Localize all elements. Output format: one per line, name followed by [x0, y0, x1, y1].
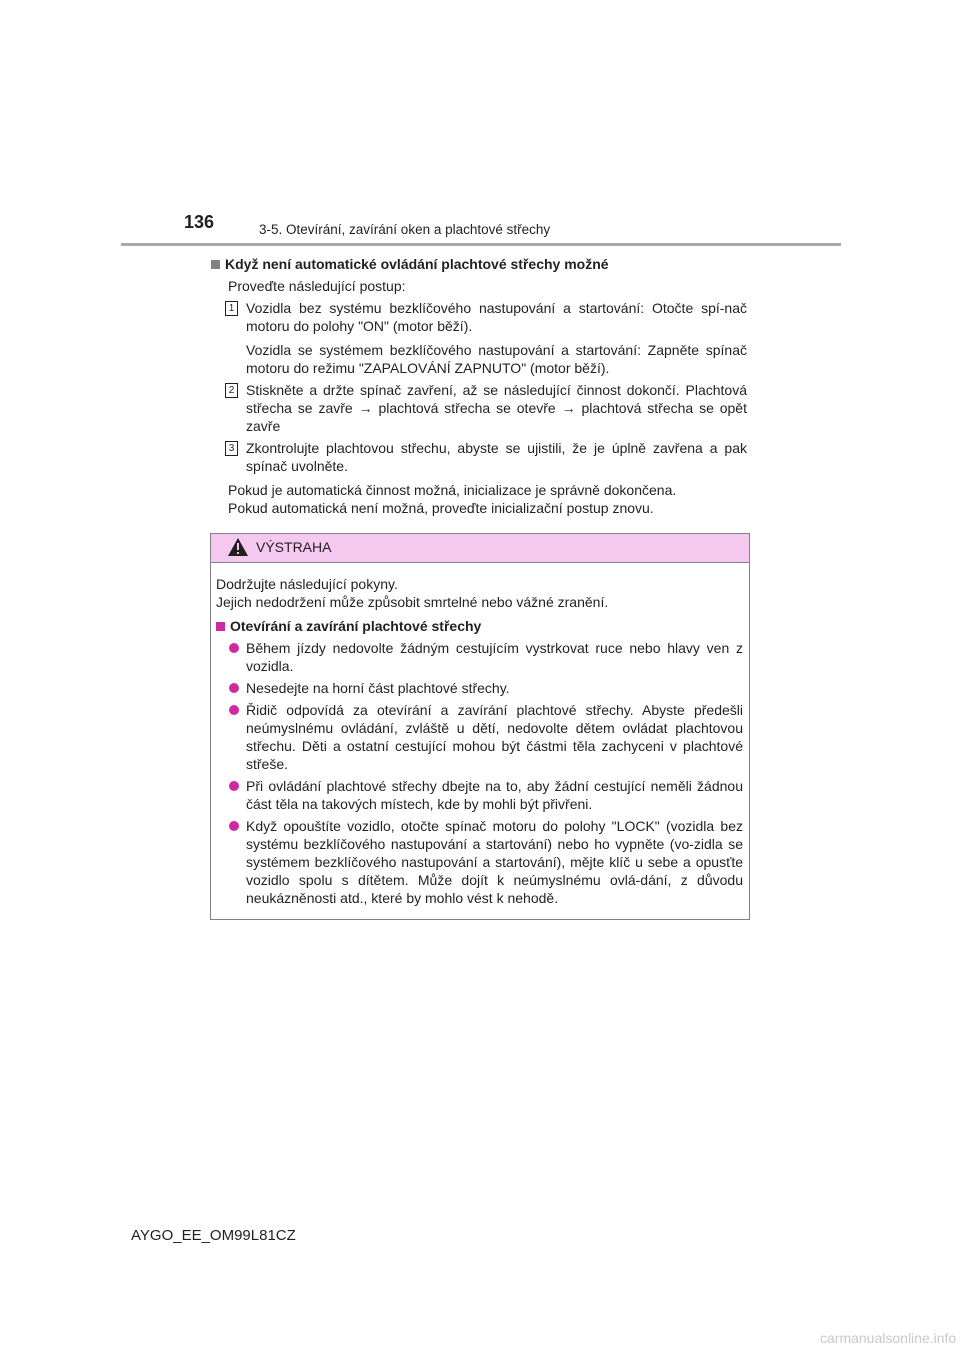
warning-title: VÝSTRAHA — [256, 539, 332, 555]
warning-body — [211, 563, 749, 907]
step-2-text: Stiskněte a držte spínač zavření, až se následující činnost dokončí. Plachtová střecha se zavře → plachtová střecha se otevře → plachtová střecha se opět zavře — [246, 382, 747, 434]
square-bullet-icon — [216, 622, 225, 631]
warning-bullet-1 — [246, 639, 743, 675]
closing-note — [228, 481, 747, 517]
bullet-dot-icon — [229, 821, 239, 831]
warning-bullet-text: Řidič odpovídá za otevírání a zavírání plachtové střechy. Abyste předešli neúmyslnému ovládání, zvláště u dětí, nedovolte dětem ovládat plachtovou střechu. Děti a ostatní cestující mohou být částmi těla zachyceni v plachtové střeše. — [246, 702, 743, 772]
step-number-1: 1 — [225, 301, 238, 316]
warning-bullet-text: Během jízdy nedovolte žádným cestujícím vystrkovat ruce nebo hlavy ven z vozidla. — [246, 640, 743, 674]
step-1-text-b: Vozidla se systémem bezklíčového nastupování a startování: Zapněte spínač motoru do režimu "ZAPALOVÁNÍ ZAPNUTO" (motor běží). — [246, 342, 747, 376]
main-content — [211, 255, 747, 517]
closing-line-1: Pokud je automatická činnost možná, inicializace je správně dokončena. — [228, 482, 677, 498]
step-1 — [228, 299, 747, 377]
warning-box — [210, 533, 750, 920]
warning-bullet-3 — [246, 701, 743, 773]
warning-triangle-icon — [227, 537, 249, 557]
bullet-dot-icon — [229, 683, 239, 693]
warning-header — [211, 534, 749, 563]
page-number: 136 — [184, 212, 215, 232]
warning-bullet-text: Při ovládání plachtové střechy dbejte na to, aby žádní cestující neměli žádnou část těla na takových místech, kde by mohli být přivřeni. — [246, 778, 743, 812]
procedure-intro: Proveďte následující postup: — [228, 278, 406, 294]
step-3-text: Zkontrolujte plachtovou střechu, abyste se ujistili, že je úplně zavřena a pak spínač uvolněte. — [246, 440, 747, 474]
warning-bullet-2 — [246, 679, 743, 697]
warning-heading-text: Otevírání a zavírání plachtové střechy — [230, 618, 482, 634]
chapter-title: 3-5. Otevírání, zavírání oken a plachtové střechy — [259, 222, 551, 237]
warning-intro — [216, 575, 743, 611]
closing-line-2: Pokud automatická není možná, proveďte inicializační postup znovu. — [228, 500, 654, 516]
document-code: AYGO_EE_OM99L81CZ — [131, 1227, 296, 1244]
bullet-dot-icon — [229, 705, 239, 715]
warning-heading — [216, 617, 743, 635]
watermark[interactable]: carmanualsonline.info — [820, 1330, 957, 1346]
warning-bullet-text: Když opouštíte vozidlo, otočte spínač motoru do polohy "LOCK" (vozidla bez systému bezklíčového nastupování a startování) nebo ho vypněte (vo-zidla se systémem bezklíčového nastupování a startování), mějte klíč u sebe a opusťte vozidlo spolu s dítětem. Může dojít k neúmyslnému ovlá-dání, z důvodu neukázněnosti atd., které by mohlo vést k nehodě. — [246, 818, 743, 906]
header-rule — [121, 243, 841, 246]
step-number-3: 3 — [225, 441, 238, 456]
warning-intro-line-2: Jejich nedodržení může způsobit smrtelné nebo vážné zranění. — [216, 594, 609, 610]
bullet-dot-icon — [229, 643, 239, 653]
bullet-dot-icon — [229, 781, 239, 791]
step-2 — [228, 381, 747, 435]
step-3 — [228, 439, 747, 475]
step-number-2: 2 — [225, 383, 238, 398]
warning-bullet-text: Nesedejte na horní část plachtové střechy. — [246, 680, 510, 696]
square-bullet-icon — [211, 260, 220, 269]
warning-bullet-5 — [246, 817, 743, 907]
section-heading — [211, 255, 747, 273]
warning-bullet-4 — [246, 777, 743, 813]
section-heading-text: Když není automatické ovládání plachtové střechy možné — [225, 256, 609, 272]
warning-intro-line-1: Dodržujte následující pokyny. — [216, 576, 398, 592]
step-1-text-a: Vozidla bez systému bezklíčového nastupování a startování: Otočte spí-nač motoru do polohy "ON" (motor běží). — [246, 300, 747, 334]
